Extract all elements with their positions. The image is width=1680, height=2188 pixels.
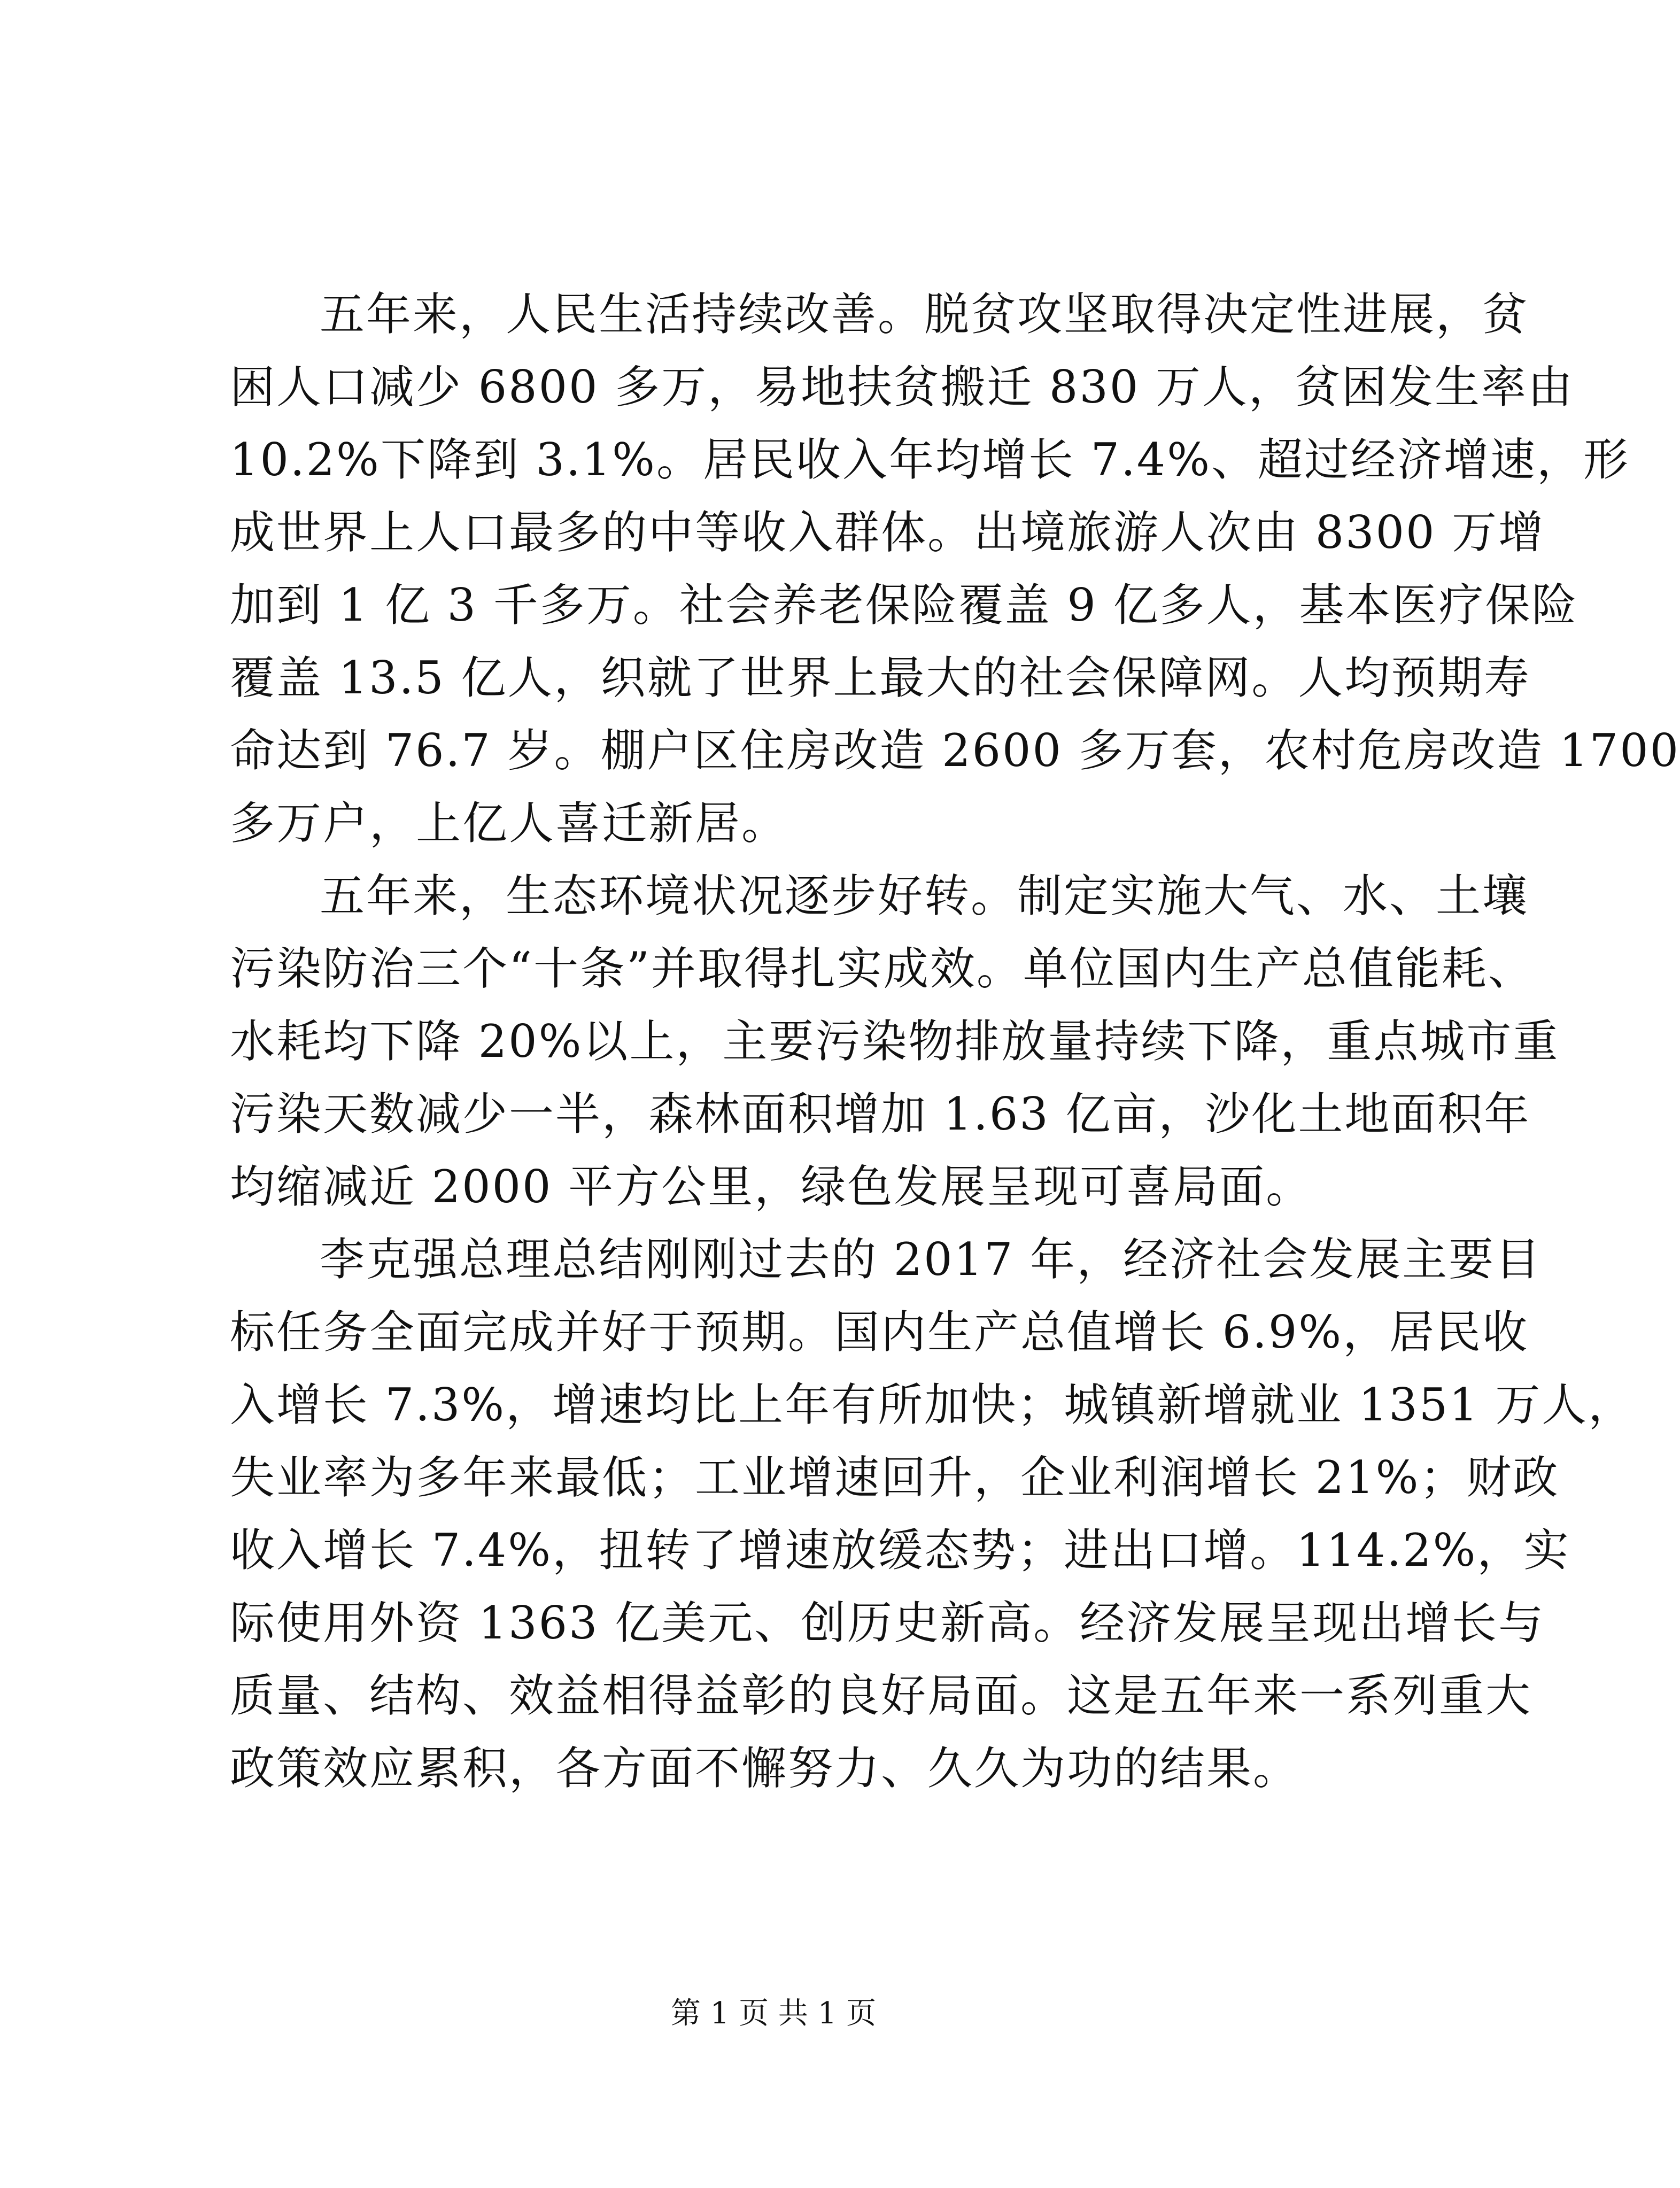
paragraph-1-line-5: 加到 1 亿 3 千多万。社会养老保险覆盖 9 亿多人，基本医疗保险 [230, 579, 1578, 631]
paragraph-1-line-7: 命达到 76.7 岁。棚户区住房改造 2600 多万套，农村危房改造 1700 [230, 724, 1680, 777]
paragraph-1-line-6: 覆盖 13.5 亿人，织就了世界上最大的社会保障网。人均预期寿 [230, 652, 1531, 704]
paragraph-1-line-1: 五年来，人民生活持续改善。脱贫攻坚取得决定性进展，贫 [320, 288, 1529, 341]
paragraph-3-line-7: 质量、结构、效益相得益彰的良好局面。这是五年来一系列重大 [230, 1669, 1532, 1722]
paragraph-1-line-4: 成世界上人口最多的中等收入群体。出境旅游人次由 8300 万增 [230, 506, 1545, 559]
paragraph-2-line-1: 五年来，生态环境状况逐步好转。制定实施大气、水、土壤 [320, 870, 1529, 922]
paragraph-3-line-8: 政策效应累积，各方面不懈努力、久久为功的结果。 [230, 1742, 1300, 1795]
paragraph-3-line-5: 收入增长 7.4%，扭转了增速放缓态势；进出口增。114.2%，实 [230, 1524, 1570, 1576]
paragraph-3-line-6: 际使用外资 1363 亿美元、创历史新高。经济发展呈现出增长与 [230, 1597, 1545, 1649]
paragraph-3-line-2: 标任务全面完成并好于预期。国内生产总值增长 6.9%，居民收 [230, 1306, 1529, 1358]
paragraph-3-line-1: 李克强总理总结刚刚过去的 2017 年，经济社会发展主要目 [320, 1233, 1542, 1286]
paragraph-2-line-4: 污染天数减少一半，森林面积增加 1.63 亿亩，沙化土地面积年 [230, 1088, 1531, 1140]
document-body [230, 278, 1680, 1805]
paragraph-2-line-3: 水耗均下降 20%以上，主要污染物排放量持续下降，重点城市重 [230, 1015, 1560, 1068]
paragraph-2-line-2: 污染防治三个“十条”并取得扎实成效。单位国内生产总值能耗、 [230, 942, 1535, 995]
paragraph-3-line-4: 失业率为多年来最低；工业增速回升，企业利润增长 21%；财政 [230, 1451, 1560, 1504]
paragraph-1-line-8: 多万户，上亿人喜迁新居。 [230, 797, 788, 849]
paragraph-1-line-2: 困人口减少 6800 多万，易地扶贫搬迁 830 万人，贫困发生率由 [230, 361, 1574, 413]
paragraph-2-line-5: 均缩减近 2000 平方公里，绿色发展呈现可喜局面。 [230, 1161, 1313, 1213]
page-number-label: 第 1 页 共 1 页 [670, 1996, 877, 2031]
paragraph-1-line-3: 10.2%下降到 3.1%。居民收入年均增长 7.4%、超过经济增速，形 [230, 434, 1630, 486]
paragraph-3-line-3: 入增长 7.3%，增速均比上年有所加快；城镇新增就业 1351 万人， [230, 1379, 1635, 1431]
page-footer [0, 1995, 1547, 2032]
